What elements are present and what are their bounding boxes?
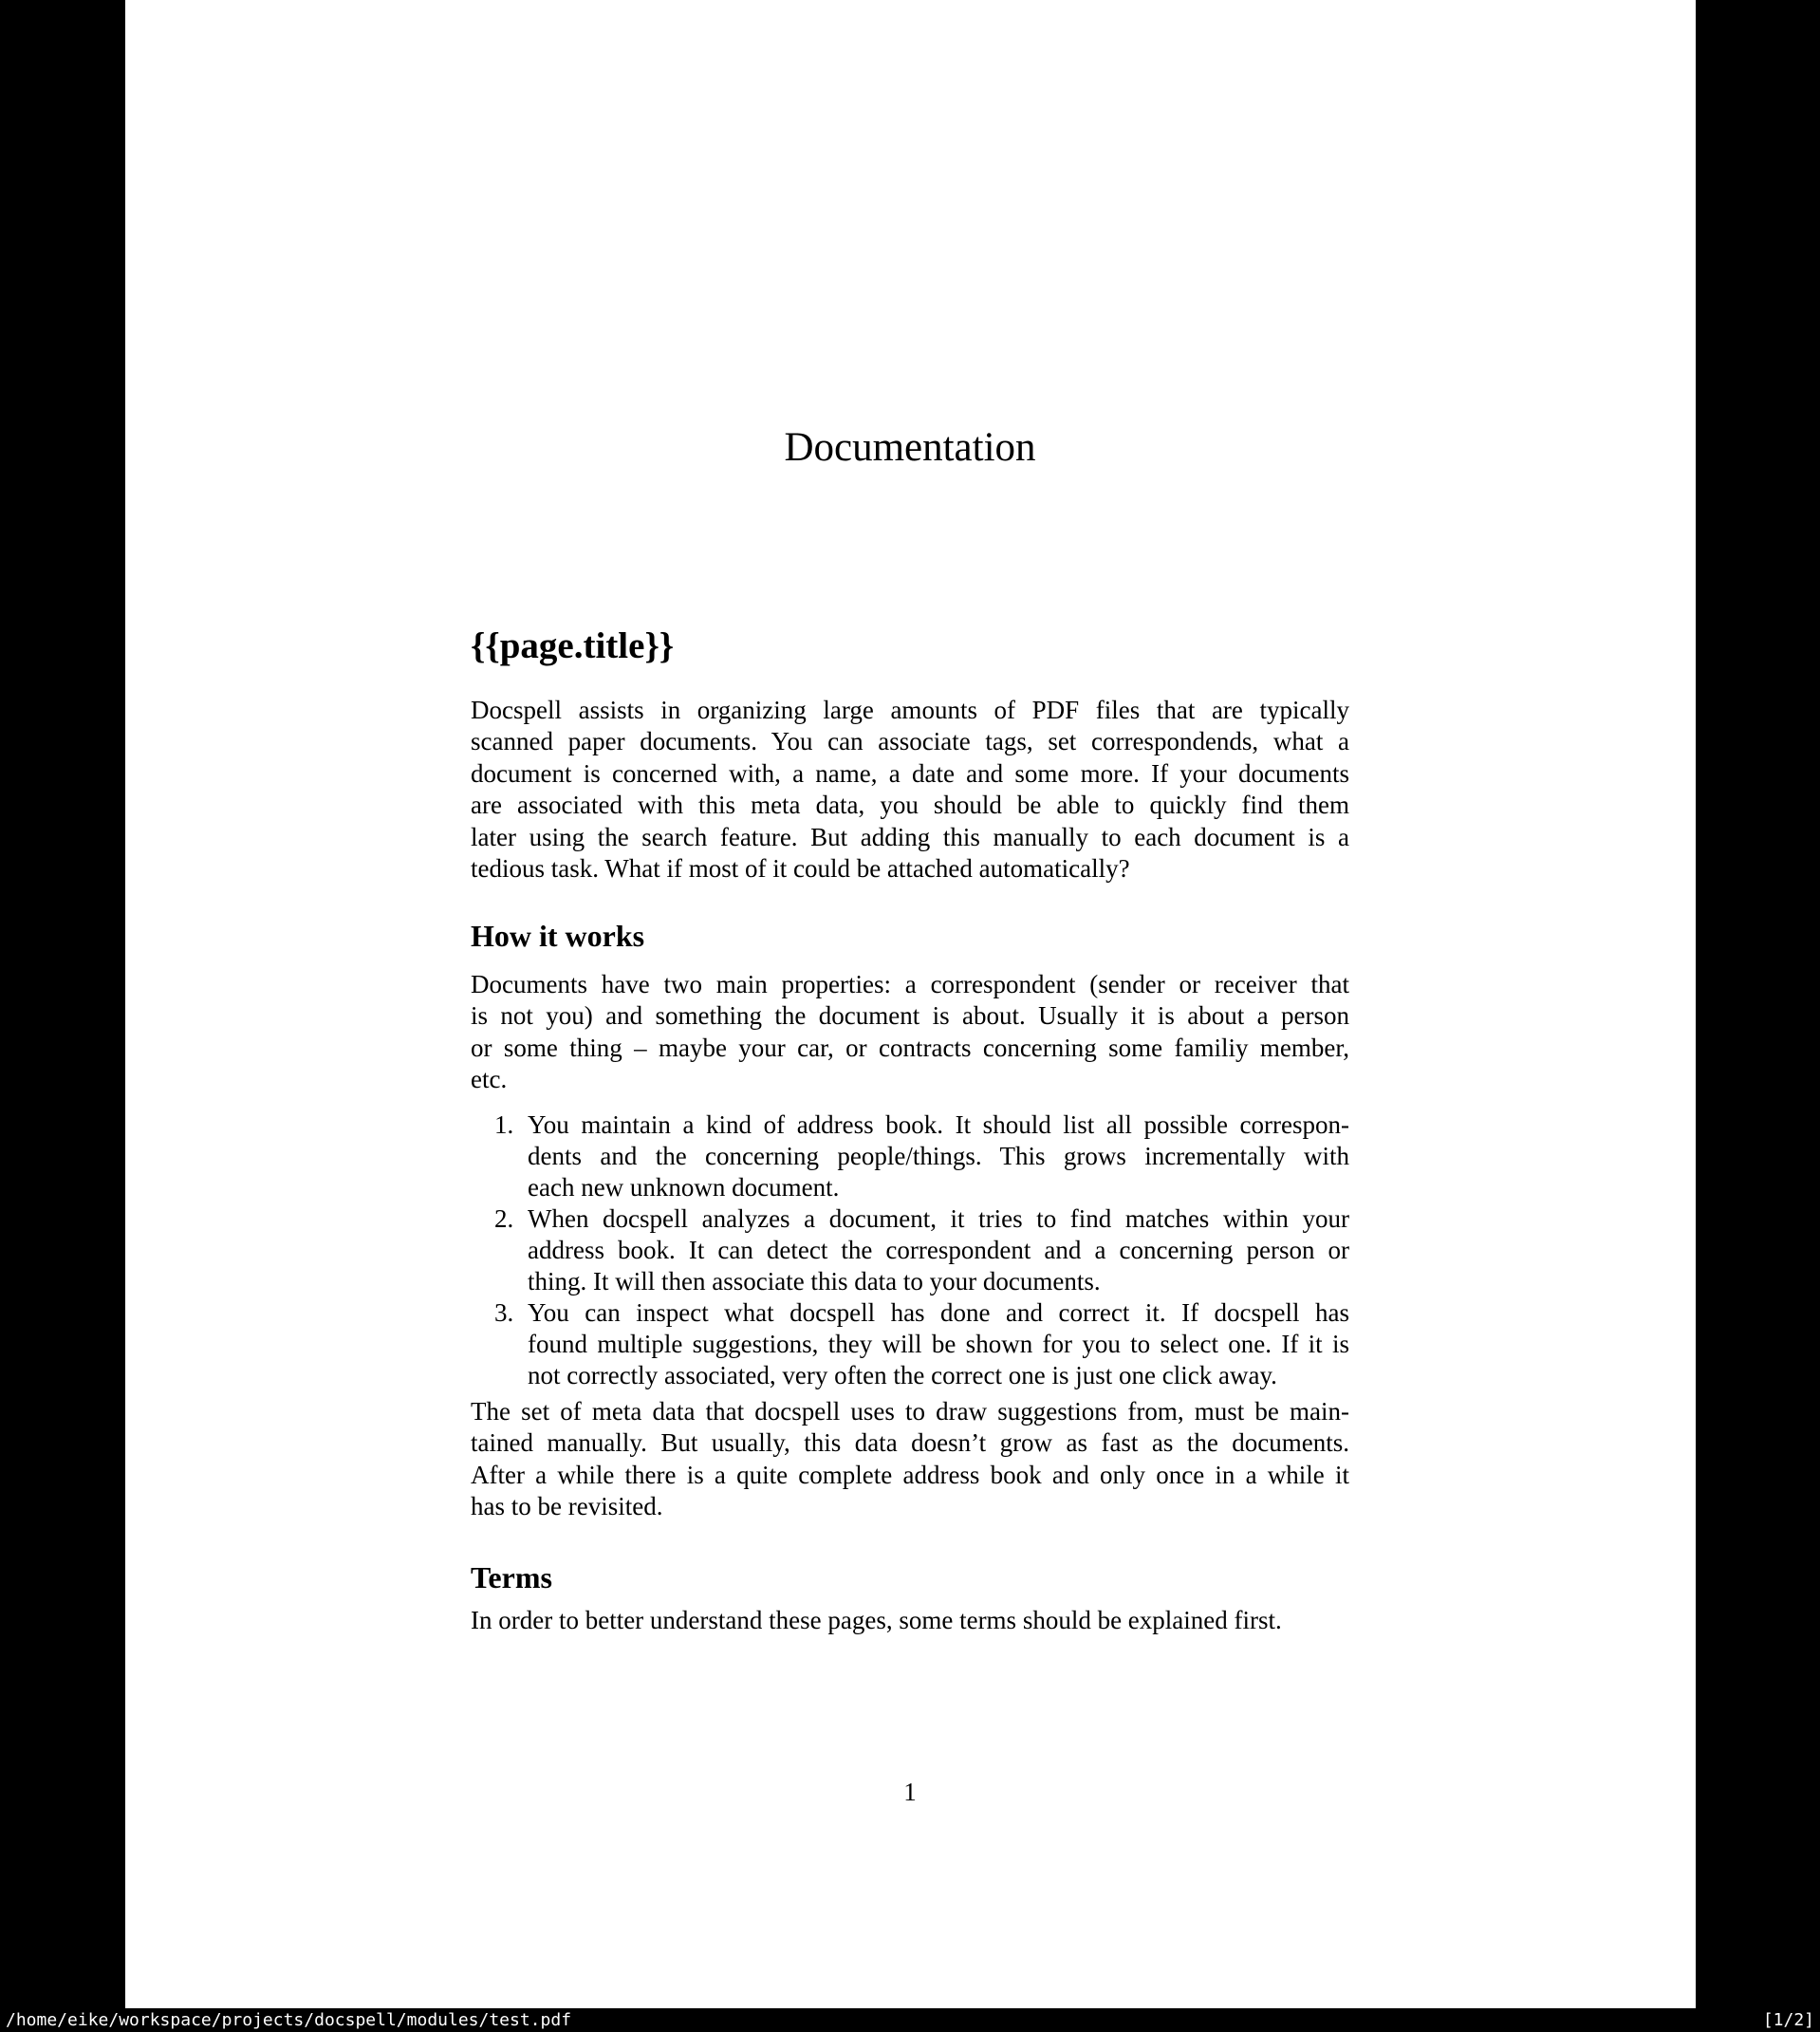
pdf-page [125, 0, 1696, 2008]
list-item-number: 3. [494, 1298, 514, 1327]
status-file-path: /home/eike/workspace/projects/docspell/modules/test.pdf [6, 2010, 572, 2030]
text-line: is not you) and something the document is about. Usually it is about a person [471, 1001, 1349, 1031]
text-line: Documents have two main properties: a correspondent (sender or receiver that [471, 970, 1349, 998]
status-page-indicator: [1/2] [1762, 2010, 1814, 2030]
metadata-paragraph [471, 1396, 1349, 1523]
subsection-heading-terms: Terms [471, 1560, 552, 1594]
text-line: The set of meta data that docspell uses to draw suggestions from, must be main- [471, 1397, 1349, 1426]
list-item-number: 2. [494, 1204, 514, 1233]
text-line: When docspell analyzes a document, it tries to find matches within your [528, 1204, 1349, 1233]
text-line: later using the search feature. But adding this manually to each document is a [471, 822, 1349, 851]
text-line: After a while there is a quite complete address book and only once in a while it [471, 1460, 1349, 1489]
intro-paragraph [471, 695, 1349, 885]
text-line: or some thing – maybe your car, or contracts concerning some familiy member, [471, 1033, 1349, 1062]
text-line: You maintain a kind of address book. It should list all possible correspon- [528, 1110, 1349, 1139]
numbered-list [471, 1109, 1349, 1391]
terms-paragraph [471, 1605, 1349, 1636]
text-line: tedious task. What if most of it could be attached automatically? [471, 854, 1130, 884]
text-line: scanned paper documents. You can associate tags, set correspondends, what a [471, 727, 1349, 756]
text-line: etc. [471, 1065, 508, 1094]
text-line: has to be revisited. [471, 1492, 663, 1521]
list-item-number: 1. [494, 1110, 514, 1139]
text-line: found multiple suggestions, they will be shown for you to select one. If it is [528, 1330, 1349, 1358]
properties-paragraph [471, 969, 1349, 1096]
text-line: You can inspect what docspell has done and correct it. If docspell has [528, 1298, 1349, 1327]
text-line: tained manually. But usually, this data doesn’t grow as fast as the documents. [471, 1428, 1349, 1458]
text-line: are associated with this meta data, you should be able to quickly find them [471, 791, 1349, 820]
status-bar [0, 2008, 1820, 2032]
text-line: document is concerned with, a name, a date and some more. If your documents [471, 758, 1349, 788]
list-item [471, 1203, 1349, 1297]
text-line: address book. It can detect the correspondent and a concerning person or [528, 1236, 1349, 1264]
list-item [471, 1109, 1349, 1203]
subsection-heading-how-it-works: How it works [471, 919, 645, 953]
text-line: In order to better understand these pages, some terms should be explained first. [471, 1606, 1282, 1634]
list-item [471, 1297, 1349, 1391]
section-heading-page-title: {{page.title}} [471, 625, 675, 666]
document-title: Documentation [784, 425, 1036, 470]
text-line: thing. It will then associate this data to your documents. [528, 1267, 1101, 1296]
text-line: each new unknown document. [528, 1173, 840, 1202]
text-line: not correctly associated, very often the correct one is just one click away. [528, 1361, 1277, 1389]
text-line: dents and the concerning people/things. This grows incrementally with [528, 1142, 1349, 1170]
text-line: Docspell assists in organizing large amounts of PDF files that are typically [471, 696, 1349, 724]
page-number: 1 [903, 1778, 917, 1806]
